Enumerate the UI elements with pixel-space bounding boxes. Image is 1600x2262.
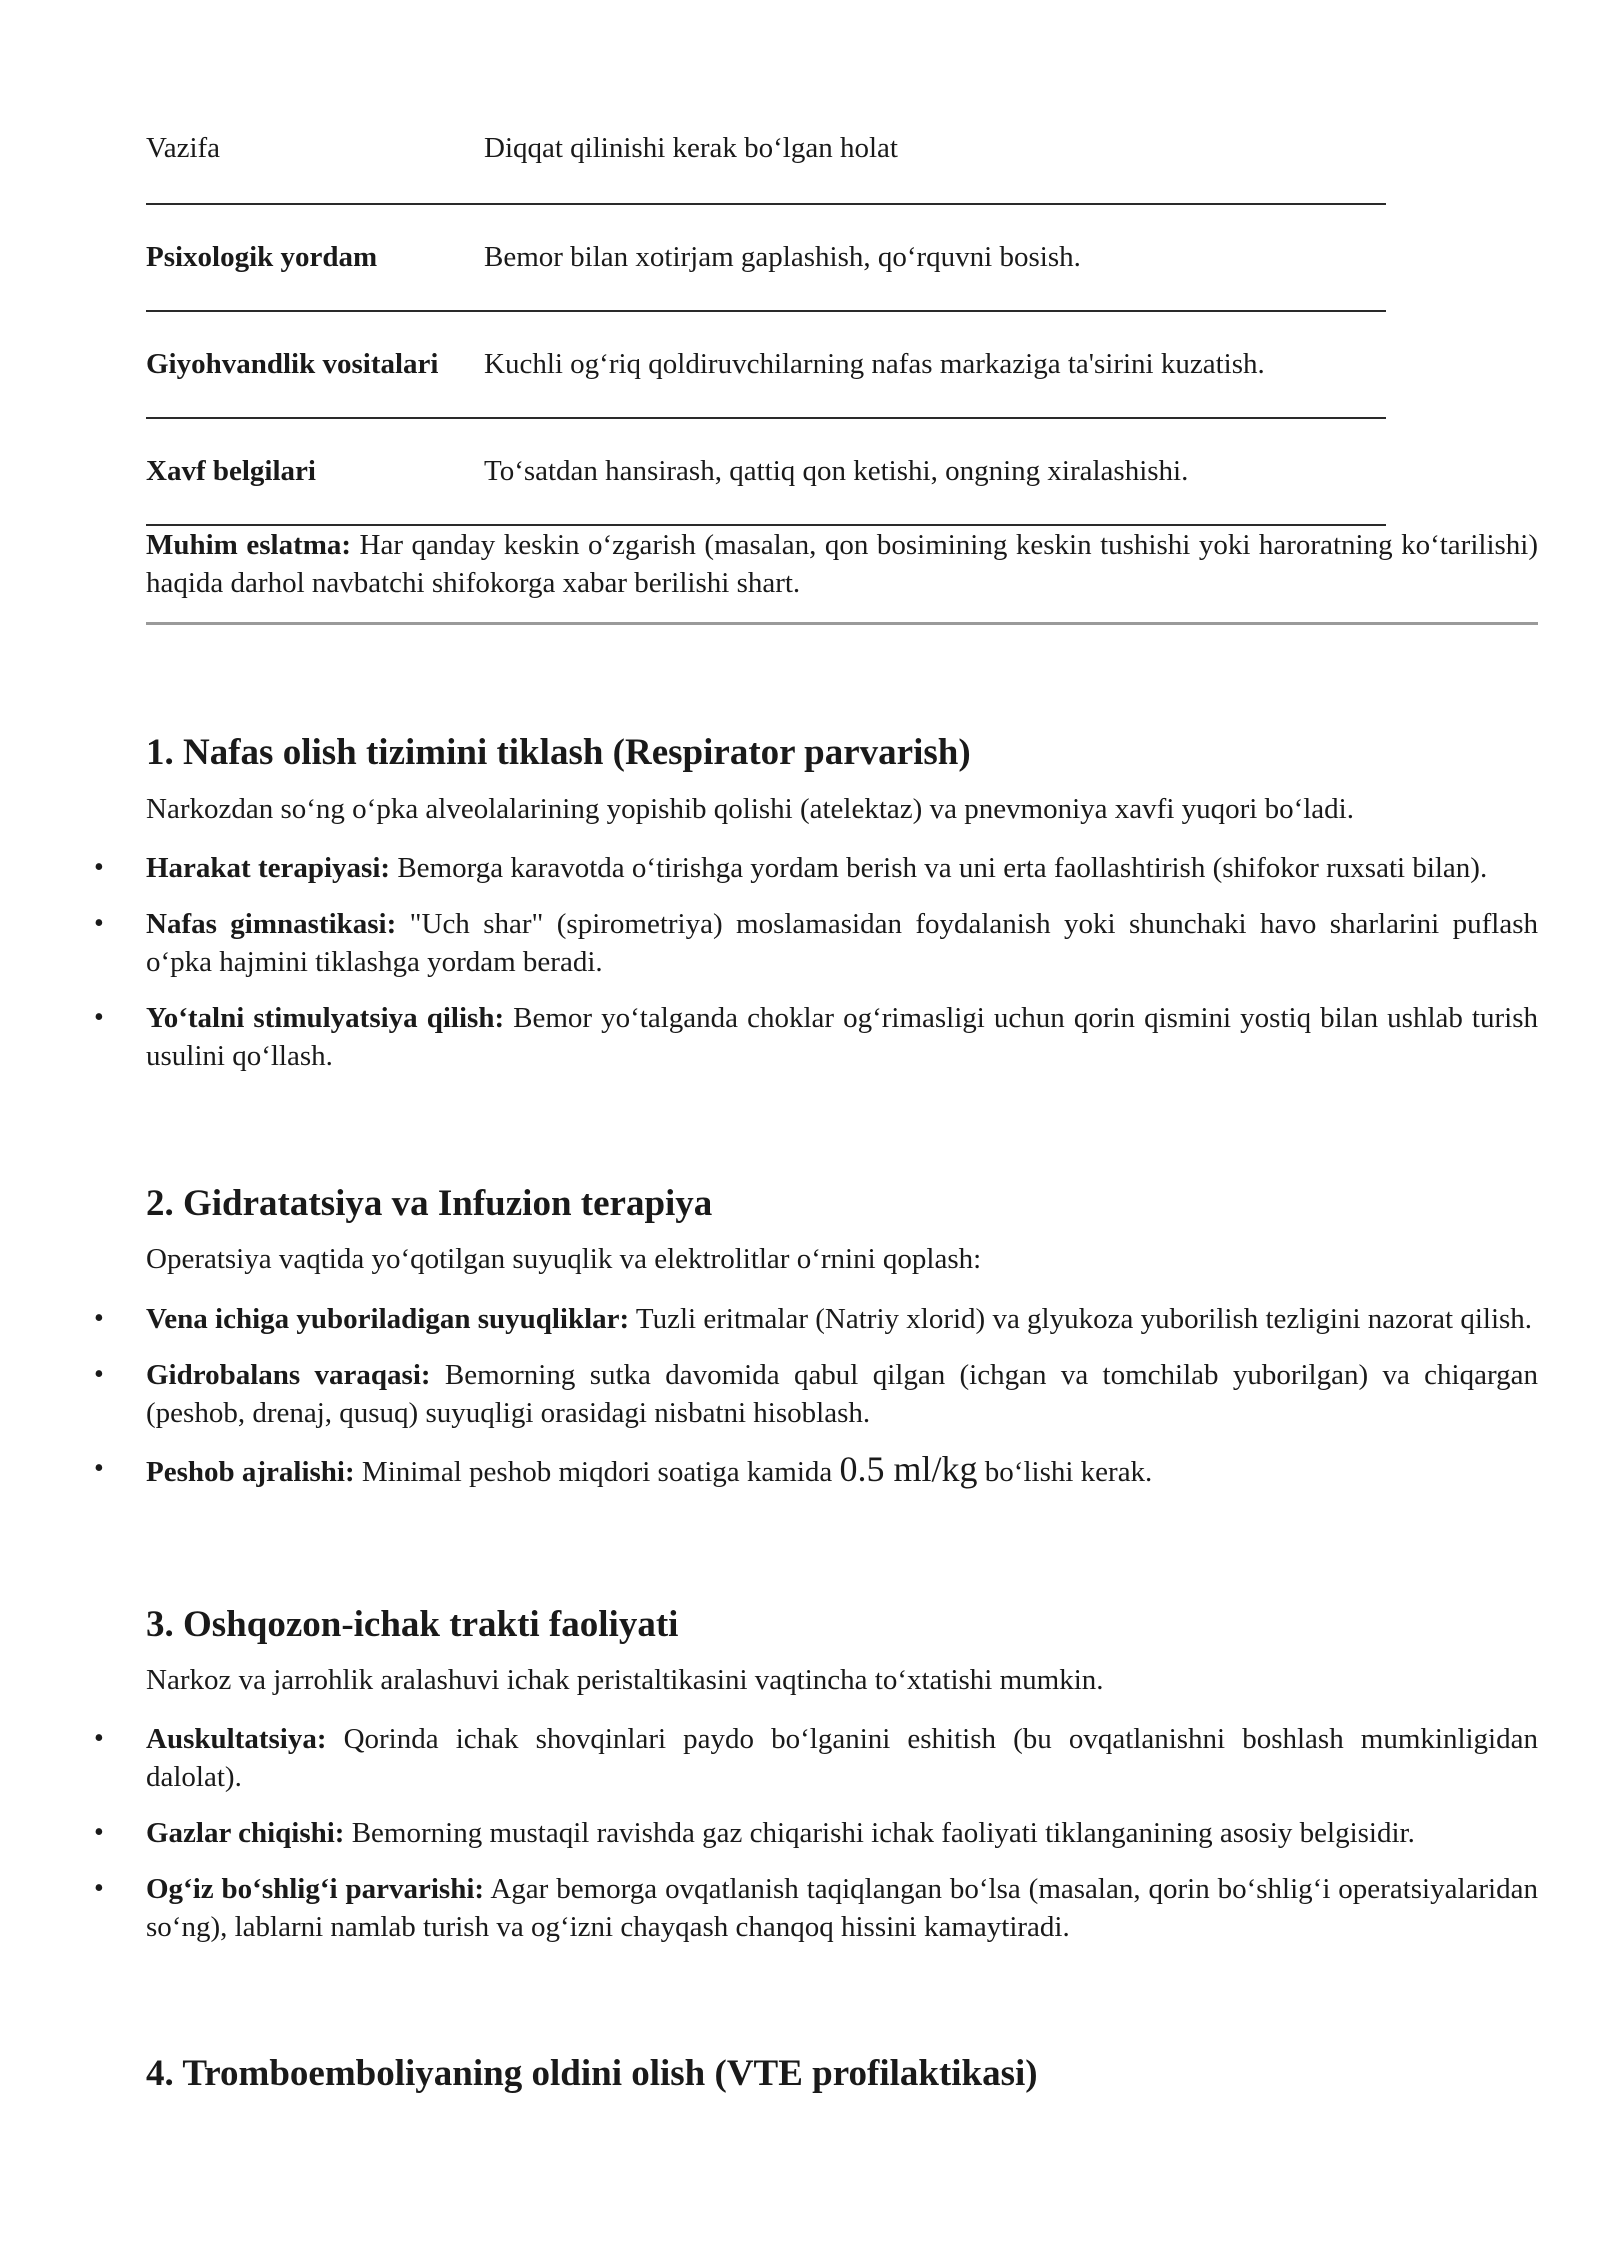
bullet-icon: • [94, 1359, 104, 1390]
section-heading: 3. Oshqozon-ichak trakti faoliyati [146, 1604, 679, 1645]
item-label: Yo‘talni stimulyatsiya qilish: [146, 1002, 505, 1034]
bullet-icon: • [94, 1303, 104, 1334]
item-text: Bemorga karavotda o‘tirishga yordam berish va uni erta faollashtirish (shifokor ruxsati bilan). [390, 852, 1488, 884]
list-item [94, 1356, 1538, 1432]
section-intro: Narkozdan so‘ng o‘pka alveolalarining yopishib qolishi (atelektaz) va pnevmoniya xavfi yuqori bo‘ladi. [146, 793, 1354, 825]
table-cell-task: Psixologik yordam [146, 241, 378, 273]
item-text: Agar bemorga ovqatlanish taqiqlangan bo‘lsa (masalan, qorin bo‘shlig‘i operatsiyalaridan so‘ng), lablarni namlab turish va og‘izni chayqash chanqoq hissini kamaytiradi. [146, 1873, 1538, 1943]
bullet-icon: • [94, 1453, 104, 1484]
bullet-icon: • [94, 1873, 104, 1904]
care-table [146, 128, 1386, 526]
bullet-icon: • [94, 908, 104, 939]
list-item [94, 1300, 1538, 1338]
item-text: Bemorning mustaqil ravishda gaz chiqarishi ichak faoliyati tiklanganining asosiy belgisidir. [344, 1817, 1415, 1849]
urine-minimum-value: 0.5 ml/kg [839, 1449, 978, 1489]
list-item [94, 849, 1538, 887]
note-label: Muhim eslatma: [146, 529, 352, 561]
table-row [146, 312, 1386, 419]
bullet-icon: • [94, 1817, 104, 1848]
section-heading: 4. Tromboemboliyaning oldini olish (VTE profilaktikasi) [146, 2053, 1038, 2094]
item-label: Gidrobalans varaqasi: [146, 1359, 431, 1391]
section-heading: 2. Gidratatsiya va Infuzion terapiya [146, 1183, 713, 1224]
item-text: Bemorning sutka davomida qabul qilgan (ichgan va tomchilab yuborilgan) va chiqargan (peshob, drenaj, qusuq) suyuqligi orasidagi nisbatni hisoblash. [146, 1359, 1538, 1429]
table-header-task: Vazifa [146, 132, 221, 164]
section-list [94, 849, 1539, 1093]
item-text: Minimal peshob miqdori soatiga kamida [354, 1456, 840, 1488]
section-list [94, 1300, 1538, 1509]
list-item [94, 999, 1538, 1075]
table-cell-detail: To‘satdan hansirash, qattiq qon ketishi, ongning xiralashishi. [484, 455, 1189, 487]
table-cell-detail: Bemor bilan xotirjam gaplashish, qo‘rquvni bosish. [484, 241, 1081, 273]
section-intro: Narkoz va jarrohlik aralashuvi ichak peristaltikasini vaqtincha to‘xtatishi mumkin. [146, 1664, 1104, 1696]
item-label: Gazlar chiqishi: [146, 1817, 345, 1849]
item-label: Peshob ajralishi: [146, 1456, 355, 1488]
list-item [94, 1870, 1538, 1946]
important-note [146, 526, 1538, 602]
list-item [94, 1720, 1538, 1796]
table-header-detail: Diqqat qilinishi kerak bo‘lgan holat [484, 132, 898, 164]
list-item [94, 1449, 1538, 1491]
list-item [94, 905, 1539, 981]
item-text: bo‘lishi kerak. [977, 1456, 1153, 1488]
table-row [146, 205, 1386, 312]
bullet-icon: • [94, 1723, 104, 1754]
section-list [94, 1720, 1538, 1964]
item-text: Tuzli eritmalar (Natriy xlorid) va glyukoza yuborilish tezligini nazorat qilish. [629, 1303, 1533, 1335]
table-row [146, 419, 1386, 526]
table-cell-task: Xavf belgilari [146, 455, 316, 487]
table-header-row [146, 128, 1386, 205]
item-label: Vena ichiga yuboriladigan suyuqliklar: [146, 1303, 630, 1335]
item-label: Og‘iz bo‘shlig‘i parvarishi: [146, 1873, 485, 1905]
divider [146, 622, 1538, 625]
item-text: Qorinda ichak shovqinlari paydo bo‘lganini eshitish (bu ovqatlanishni boshlash mumkinligidan dalolat). [146, 1723, 1538, 1793]
item-text: Bemor yo‘talganda choklar og‘rimasligi uchun qorin qismini yostiq bilan ushlab turish usulini qo‘llash. [146, 1002, 1538, 1072]
item-label: Harakat terapiyasi: [146, 852, 391, 884]
bullet-icon: • [94, 852, 104, 883]
note-text: Har qanday keskin o‘zgarish (masalan, qon bosimining keskin tushishi yoki haroratning ko‘tarilishi) haqida darhol navbatchi shifokorga xabar berilishi shart. [146, 529, 1538, 599]
section-heading: 1. Nafas olish tizimini tiklash (Respirator parvarish) [146, 732, 971, 773]
item-text: "Uch shar" (spirometriya) moslamasidan foydalanish yoki shunchaki havo sharlarini puflash o‘pka hajmini tiklashga yordam beradi. [146, 908, 1539, 978]
table-cell-task: Giyohvandlik vositalari [146, 348, 439, 380]
bullet-icon: • [94, 1002, 104, 1033]
table-cell-detail: Kuchli og‘riq qoldiruvchilarning nafas markaziga ta'sirini kuzatish. [484, 348, 1265, 380]
section-intro: Operatsiya vaqtida yo‘qotilgan suyuqlik va elektrolitlar o‘rnini qoplash: [146, 1243, 982, 1275]
list-item [94, 1814, 1538, 1852]
item-label: Auskultatsiya: [146, 1723, 327, 1755]
item-label: Nafas gimnastikasi: [146, 908, 397, 940]
